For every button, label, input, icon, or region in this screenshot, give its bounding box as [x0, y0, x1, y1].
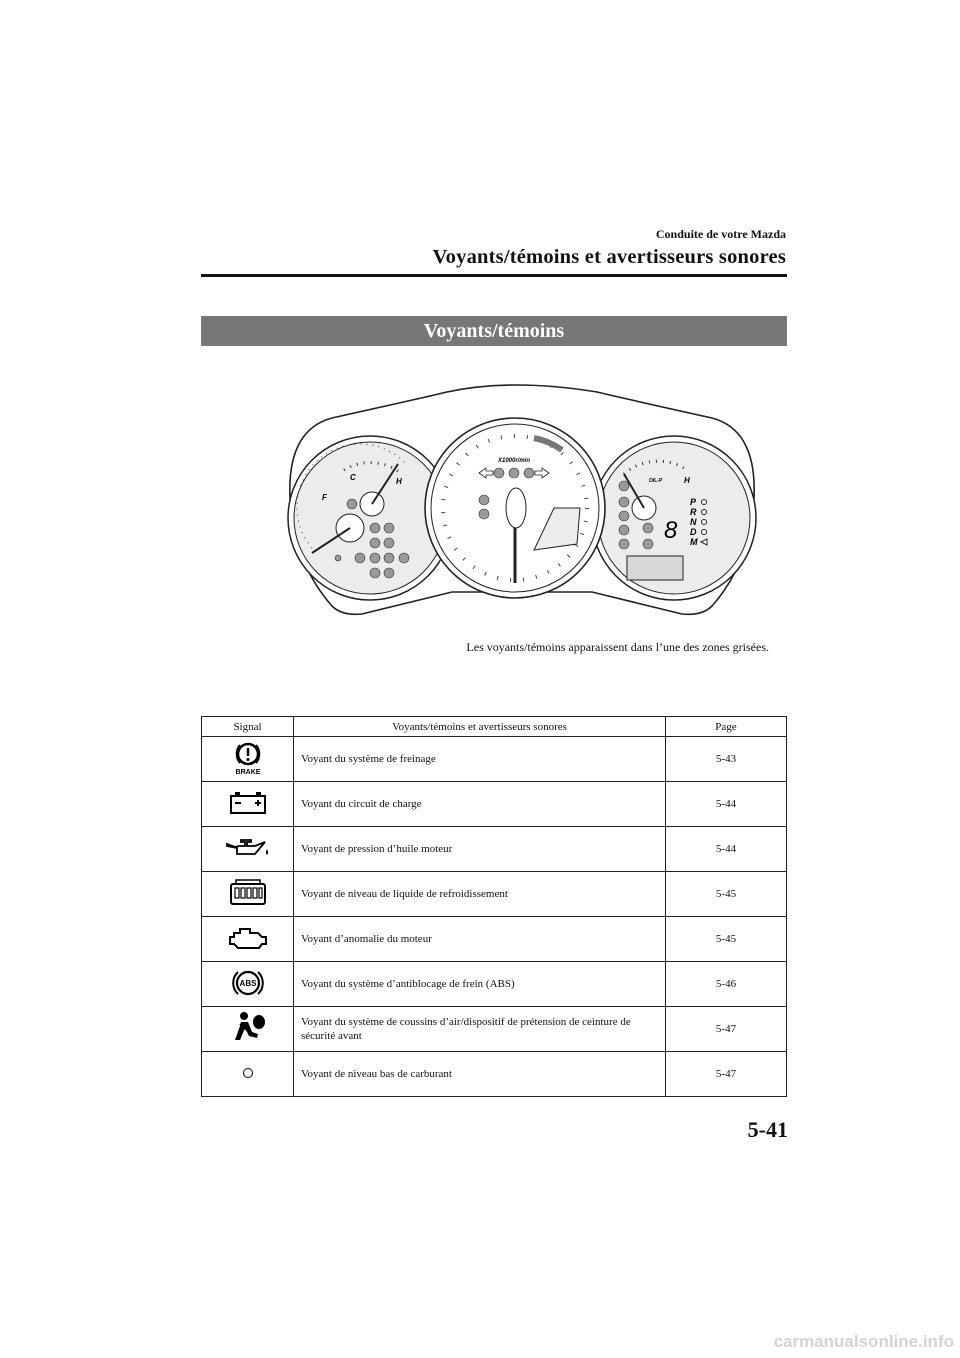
- oil-hot-label: H: [684, 476, 690, 485]
- table-row: [202, 962, 787, 1007]
- table-row: [202, 872, 787, 917]
- row-description: Voyant du système de freinage: [294, 737, 666, 782]
- row-page: 5-44: [666, 827, 787, 872]
- gear-d: D: [690, 527, 697, 537]
- abs-icon-text: ABS: [239, 978, 256, 988]
- row-page: 5-43: [666, 737, 787, 782]
- table-row: [202, 737, 787, 782]
- instrument-cluster-illustration: [272, 378, 772, 640]
- gear-n: N: [690, 517, 697, 527]
- figure-caption: Les voyants/témoins apparaissent dans l’une des zones grisées.: [466, 640, 769, 654]
- row-description: Voyant de pression d’huile moteur: [294, 827, 666, 872]
- battery-charge-icon: [228, 790, 268, 816]
- right-gauge: [592, 436, 756, 600]
- section-label: Conduite de votre Mazda: [655, 227, 786, 241]
- row-page: 5-47: [666, 1052, 787, 1097]
- fuel-full-label: F: [322, 493, 327, 502]
- gear-p: P: [690, 497, 697, 507]
- col-header-signal: Signal: [202, 717, 294, 737]
- row-page: 5-45: [666, 872, 787, 917]
- page-number: 5-41: [747, 1117, 788, 1142]
- section-banner: Voyants/témoins: [201, 316, 787, 346]
- row-description: Voyant du circuit de charge: [294, 782, 666, 827]
- abs-icon: [228, 966, 268, 1000]
- row-page: 5-47: [666, 1007, 787, 1052]
- table-row: [202, 1052, 787, 1097]
- check-engine-icon: [226, 924, 270, 952]
- col-header-description: Voyants/témoins et avertisseurs sonores: [294, 717, 666, 737]
- warning-lights-table: [201, 716, 787, 1097]
- col-header-page: Page: [666, 717, 787, 737]
- table-row: [202, 917, 787, 962]
- row-page: 5-44: [666, 782, 787, 827]
- table-row: [202, 827, 787, 872]
- gear-digit: 8: [664, 517, 678, 544]
- brake-warning-icon: [228, 740, 268, 776]
- brake-icon-text: BRAKE: [235, 768, 260, 776]
- row-description: Voyant d’anomalie du moteur: [294, 917, 666, 962]
- table-row: [202, 782, 787, 827]
- page-title: Voyants/témoins et avertisseurs sonores: [432, 246, 786, 268]
- oil-pressure-icon: [225, 836, 271, 860]
- oil-p-label: OIL-P: [649, 478, 663, 484]
- tach-unit-label: X1000r/min: [498, 458, 531, 464]
- row-page: 5-45: [666, 917, 787, 962]
- tachometer: [425, 418, 605, 598]
- temp-hot-label: H: [396, 477, 402, 486]
- header-rule: [201, 274, 787, 277]
- temp-cold-label: C: [350, 473, 356, 482]
- row-description: Voyant du système de coussins d’air/dispositif de prétension de ceinture de sécurité avant: [294, 1007, 666, 1052]
- gear-r: R: [690, 507, 697, 517]
- low-fuel-icon: [238, 1063, 258, 1083]
- gear-m: M: [690, 537, 698, 547]
- row-description: Voyant de niveau de liquide de refroidissement: [294, 872, 666, 917]
- coolant-level-icon: [228, 878, 268, 908]
- table-row: [202, 1007, 787, 1052]
- airbag-icon: [228, 1010, 268, 1046]
- row-description: Voyant du système d’antiblocage de frein (ABS): [294, 962, 666, 1007]
- watermark: carmanualsonline.info: [773, 1332, 954, 1351]
- row-description: Voyant de niveau bas de carburant: [294, 1052, 666, 1097]
- row-page: 5-46: [666, 962, 787, 1007]
